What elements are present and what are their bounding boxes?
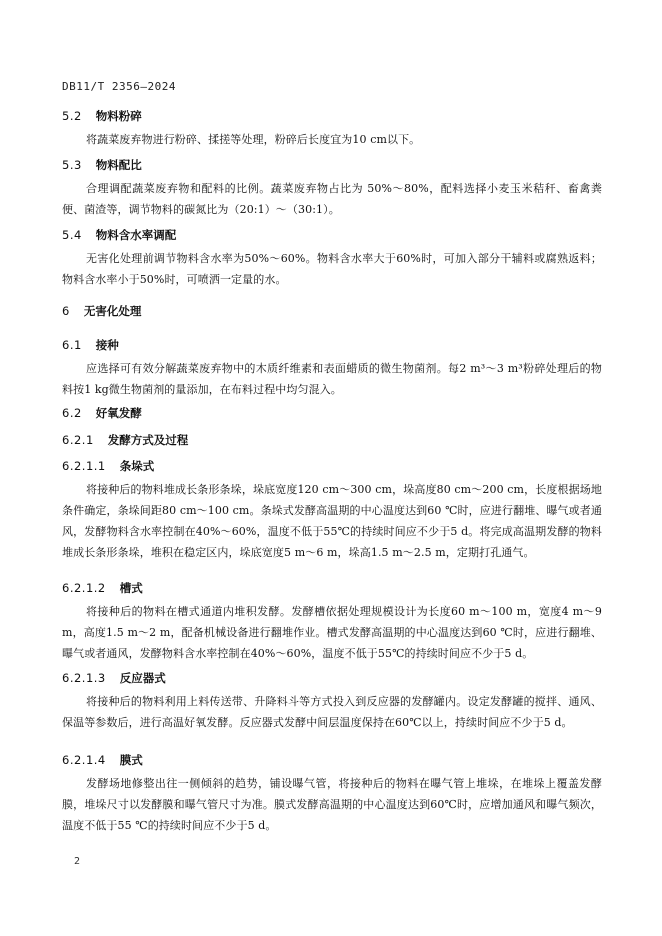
heading-5-3	[62, 157, 602, 173]
section-number: 5.4	[62, 228, 82, 242]
section-title: 槽式	[119, 581, 143, 595]
section-title: 条垛式	[119, 459, 155, 473]
section-title: 好氧发酵	[95, 406, 142, 420]
document-code: DB11/T 2356—2024	[62, 80, 176, 93]
section-number: 6	[62, 304, 70, 318]
section-title: 物料含水率调配	[95, 228, 177, 242]
section-number: 5.2	[62, 109, 82, 123]
section-number: 5.3	[62, 158, 82, 172]
section-number: 6.2.1.3	[62, 671, 106, 685]
heading-6-2	[62, 405, 602, 421]
heading-6	[62, 303, 602, 319]
heading-6-2-1-3	[62, 670, 602, 686]
heading-5-4	[62, 227, 602, 243]
section-number: 6.2.1.2	[62, 581, 106, 595]
heading-6-1	[62, 337, 602, 353]
section-number: 6.1	[62, 338, 82, 352]
paragraph-6-1: 应选择可有效分解蔬菜废弃物中的木质纤维素和表面蜡质的微生物菌剂。每2 m³～3 m³粉碎处理后的物料按1 kg微生物菌剂的量添加，在布料过程中均匀混入。	[62, 362, 602, 396]
section-title: 接种	[95, 338, 119, 352]
section-number: 6.2.1.4	[62, 753, 106, 767]
section-title: 膜式	[119, 753, 143, 767]
section-title: 物料配比	[95, 158, 142, 172]
heading-6-2-1-4	[62, 752, 602, 768]
paragraph-5-4: 无害化处理前调节物料含水率为50%～60%。物料含水率大于60%时，可加入部分干辅料或腐熟返料；物料含水率小于50%时，可喷洒一定量的水。	[62, 252, 602, 286]
heading-5-2	[62, 108, 602, 124]
page-number: 2	[74, 856, 81, 867]
heading-6-2-1-1	[62, 458, 602, 474]
heading-6-2-1	[62, 432, 602, 448]
section-number: 6.2.1	[62, 433, 94, 447]
section-title: 发酵方式及过程	[107, 433, 189, 447]
paragraph-6-2-1-3: 将接种后的物料利用上料传送带、升降料斗等方式投入到反应器的发酵罐内。设定发酵罐的搅拌、通风、保温等参数后，进行高温好氧发酵。反应器式发酵中间层温度保持在60℃以上，持续时间应不少于5 d。	[62, 695, 602, 729]
section-title: 物料粉碎	[95, 109, 142, 123]
paragraph-5-3: 合理调配蔬菜废弃物和配料的比例。蔬菜废弃物占比为 50%～80%，配料选择小麦玉米秸秆、畜禽粪便、菌渣等，调节物料的碳氮比为（20:1）～（30:1）。	[62, 182, 602, 216]
heading-6-2-1-2	[62, 580, 602, 596]
section-number: 6.2	[62, 406, 82, 420]
paragraph-6-2-1-2: 将接种后的物料在槽式通道内堆积发酵。发酵槽依据处理规模设计为长度60 m～100 m，宽度4 m～9 m，高度1.5 m～2 m，配备机械设备进行翻堆作业。槽式发酵高温期的中心温度达到60 ℃时，应进行翻堆、曝气或者通风，发酵物料含水率控制在40%～60%，温度不低于55℃的持续时间应不少于5 d。	[62, 605, 602, 660]
section-number: 6.2.1.1	[62, 459, 106, 473]
paragraph-6-2-1-4: 发酵场地修整出往一侧倾斜的趋势，铺设曝气管，将接种后的物料在曝气管上堆垛，在堆垛上覆盖发酵膜，堆垛尺寸以发酵膜和曝气管尺寸为准。膜式发酵高温期的中心温度达到60℃时，应增加通风和曝气频次，温度不低于55 ℃的持续时间应不少于5 d。	[62, 777, 602, 832]
section-title: 反应器式	[119, 671, 166, 685]
section-title: 无害化处理	[83, 304, 142, 318]
paragraph-5-2: 将蔬菜废弃物进行粉碎、揉搓等处理，粉碎后长度宜为10 cm以下。	[86, 133, 421, 146]
paragraph-6-2-1-1: 将接种后的物料堆成长条形条垛，垛底宽度120 cm～300 cm，垛高度80 cm～200 cm，长度根据场地条件确定，条垛间距80 cm～100 cm。条垛式发酵高温期的中心温度达到60 ℃时，应进行翻堆、曝气或者通风，发酵物料含水率控制在40%～60%，温度不低于55℃的持续时间应不少于5 d。将完成高温期发酵的物料堆成长条形条垛，堆积在稳定区内，垛底宽度5 m～6 m，垛高1.5 m～2.5 m，定期打孔通气。	[62, 483, 602, 559]
